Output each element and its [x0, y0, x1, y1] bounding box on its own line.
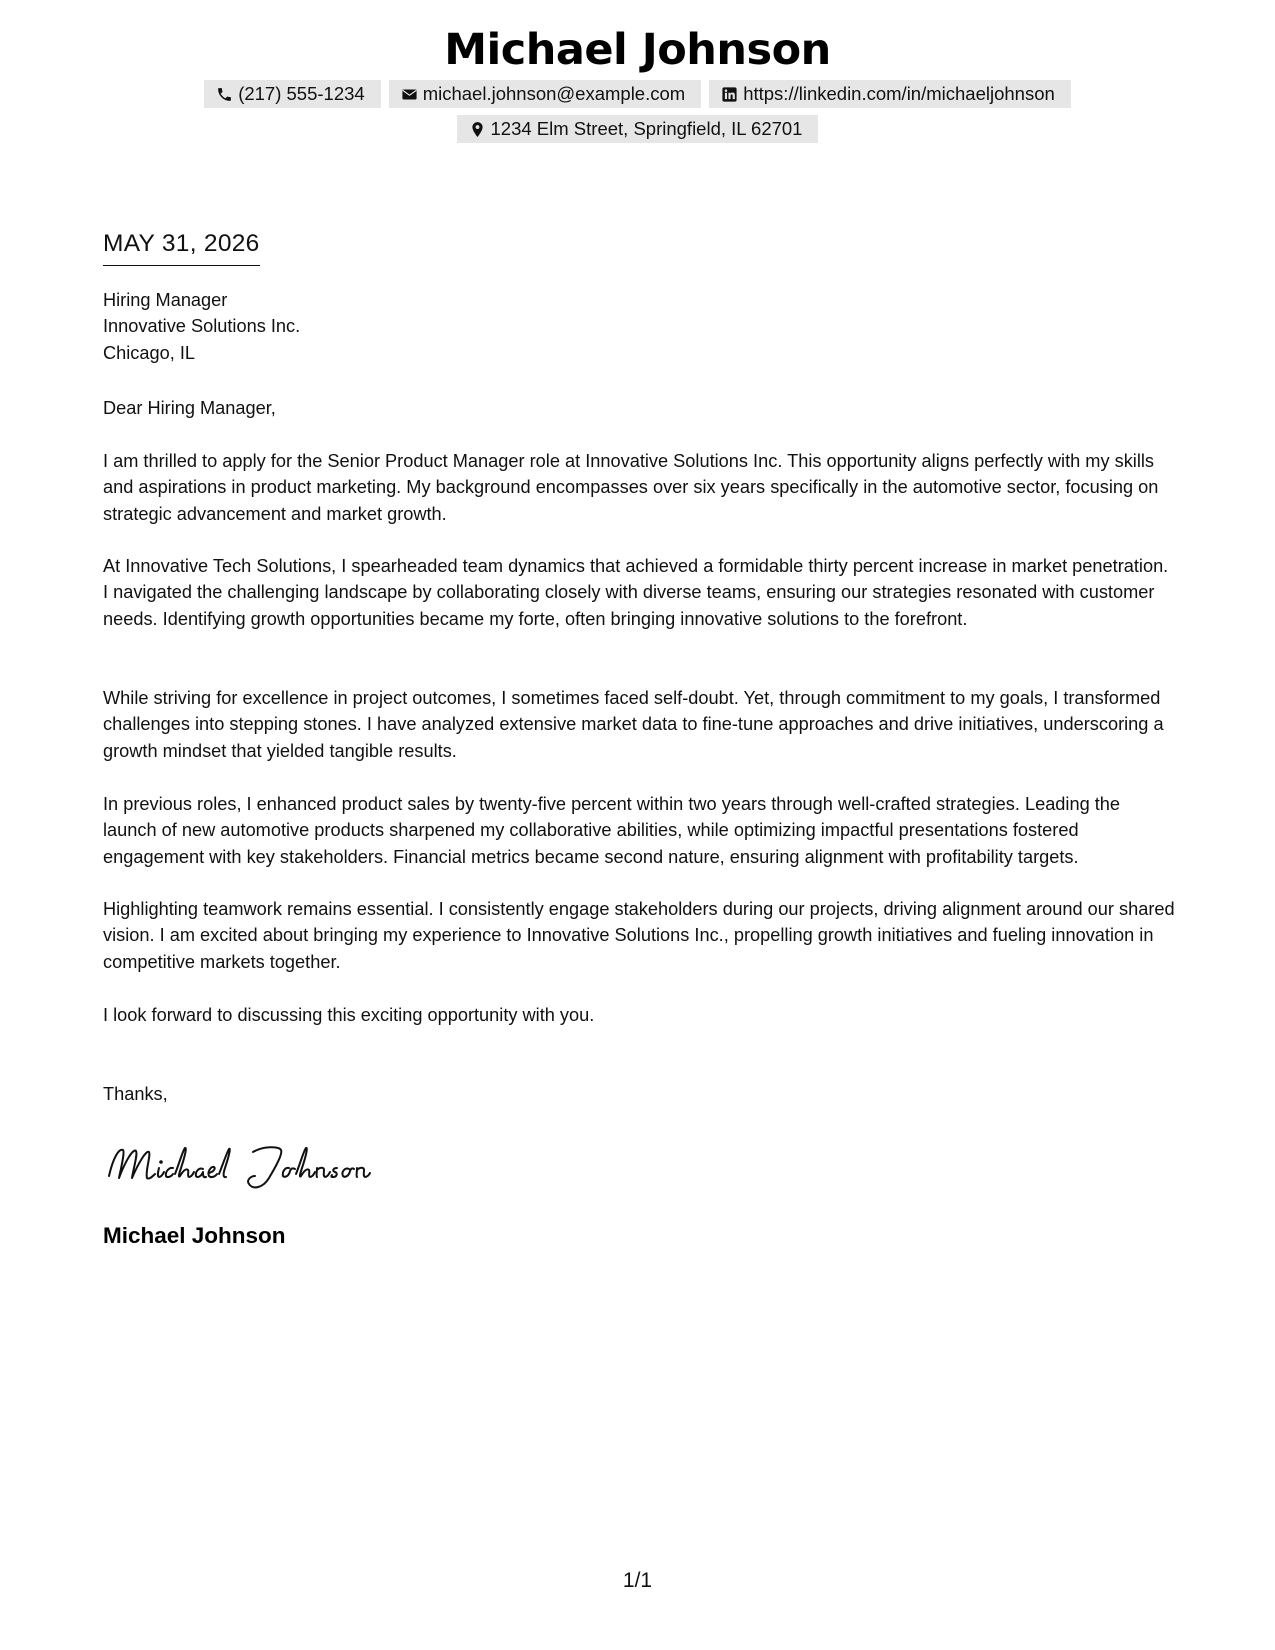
page-number: 1/1 [622, 1569, 653, 1592]
address-row [0, 115, 1275, 143]
linkedin-chip[interactable] [709, 80, 1071, 108]
body-paragraph-4: In previous roles, I enhanced product sales by twenty-five percent within two years through well-crafted strategies. Leading the launch of new automotive products sharpened my collaborative abilities, while optimizing impactful presentations fostered engagement with key stakeholders. Financial metrics became second nature, ensuring alignment with profitability targets. [103, 794, 1121, 867]
applicant-name: Michael Johnson [444, 25, 831, 75]
linkedin-icon [721, 86, 738, 103]
recipient-block [103, 287, 1178, 366]
contact-row [0, 80, 1275, 108]
address-chip [457, 115, 819, 143]
signed-name: Michael Johnson [103, 1223, 286, 1248]
body-paragraph-2: At Innovative Tech Solutions, I spearheaded team dynamics that achieved a formidable thirty percent increase in market penetration. I navigated the challenging landscape by collaborating closely with diverse teams, ensuring our strategies resonated with customer needs. Identifying growth opportunities became my forte, often bringing innovative solutions to the forefront. [103, 556, 1169, 629]
recipient-title: Hiring Manager [103, 290, 228, 310]
body-paragraph-5: Highlighting teamwork remains essential. I consistently engage stakeholders during our projects, driving alignment around our shared vision. I am excited about bringing my experience to Innovative Solutions Inc., propelling growth initiatives and fueling innovation in competitive markets together. [103, 899, 1175, 972]
phone-icon [216, 86, 233, 103]
phone-chip[interactable] [204, 80, 381, 108]
email-text: michael.johnson@example.com [422, 83, 686, 104]
linkedin-text: https://linkedin.com/in/michaeljohnson [743, 83, 1055, 104]
map-marker-icon [469, 121, 486, 138]
address-text: 1234 Elm Street, Springfield, IL 62701 [490, 118, 803, 139]
handwritten-signature [103, 1138, 373, 1198]
closing: Thanks, [103, 1084, 168, 1104]
body-paragraph-3: While striving for excellence in project outcomes, I sometimes faced self-doubt. Yet, through commitment to my goals, I transformed challenges into stepping stones. I have analyzed extensive market data to fine-tune approaches and drive initiatives, underscoring a growth mindset that yielded tangible results. [103, 688, 1164, 761]
email-chip[interactable] [389, 80, 702, 108]
recipient-location: Chicago, IL [103, 342, 196, 363]
letter-date: MAY 31, 2026 [103, 228, 260, 266]
body-paragraph-1: I am thrilled to apply for the Senior Product Manager role at Innovative Solutions Inc. This opportunity aligns perfectly with my skills and aspirations in product marketing. My background encompasses over six years specifically in the automotive sector, focusing on strategic advancement and market growth. [103, 451, 1159, 524]
phone-text: (217) 555-1234 [238, 83, 365, 104]
body-paragraph-6: I look forward to discussing this exciting opportunity with you. [103, 1005, 595, 1025]
envelope-icon [401, 86, 418, 103]
salutation: Dear Hiring Manager, [103, 398, 276, 418]
recipient-company: Innovative Solutions Inc. [103, 316, 301, 337]
